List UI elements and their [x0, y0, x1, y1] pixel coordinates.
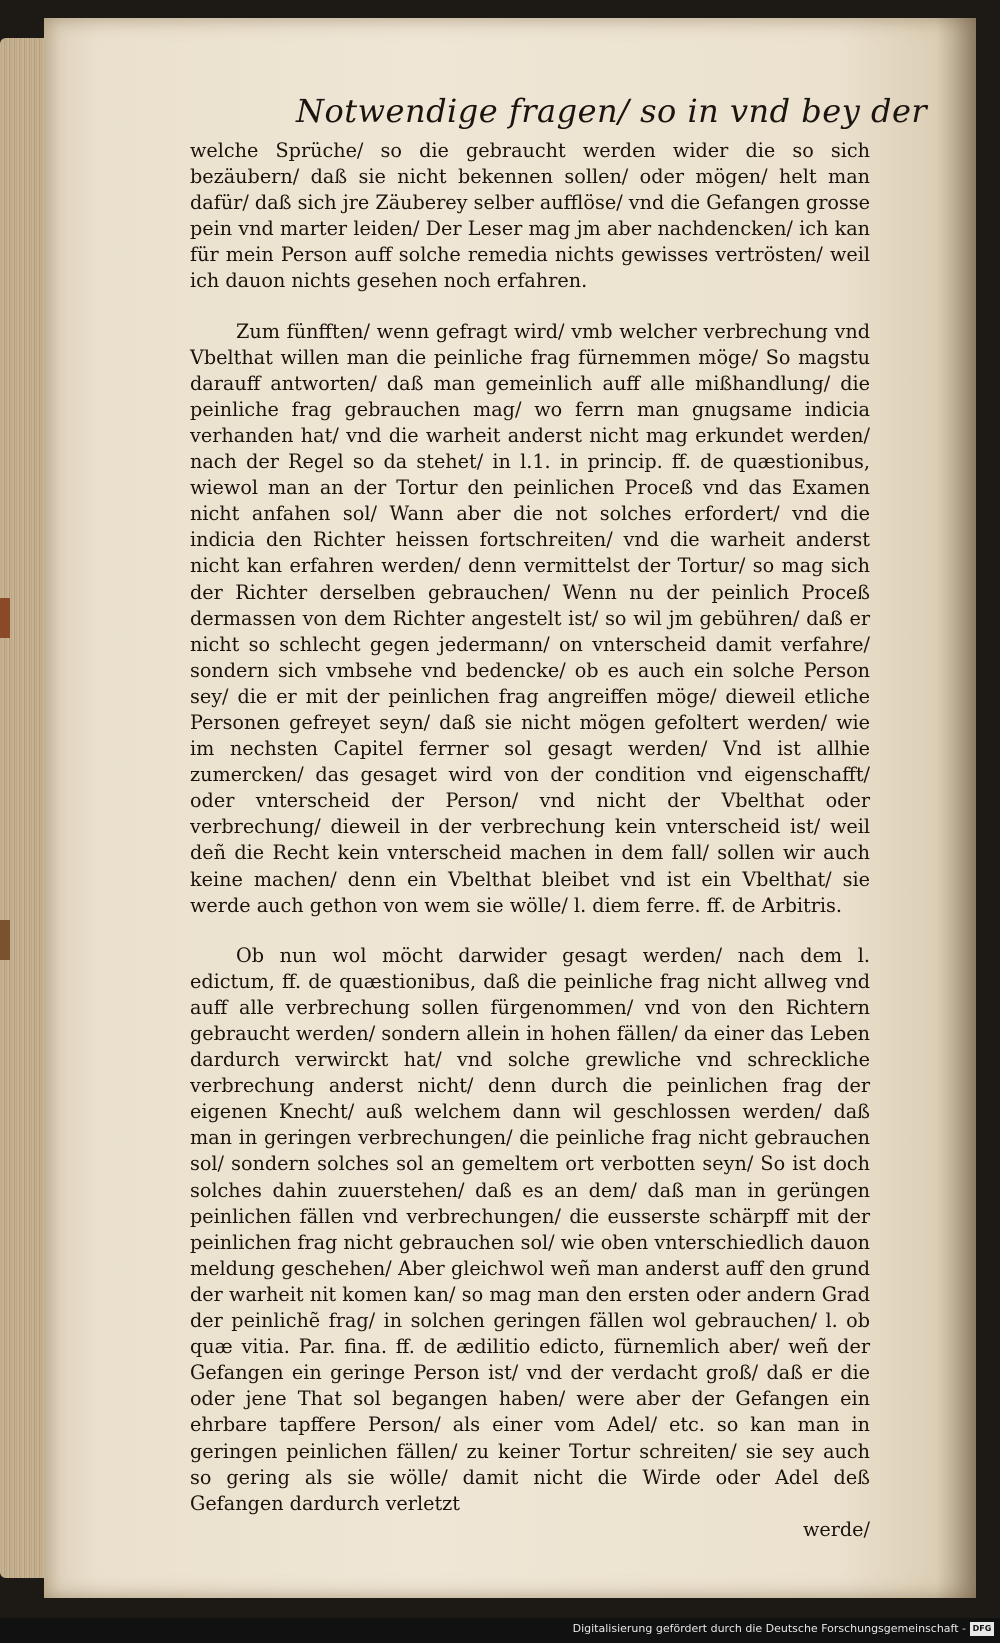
- dfg-logo: DFG: [970, 1622, 994, 1636]
- page-tab-marker: [0, 598, 10, 638]
- page-tab-marker: [0, 920, 10, 960]
- funding-credit: Digitalisierung gefördert durch die Deutsche Forschungsgemeinschaft -: [572, 1622, 966, 1635]
- paragraph: welche Sprüche/ so die gebraucht werden wider die so sich bezäubern/ daß sie nicht bekennen sollen/ oder mögen/ helt man dafür/ daß sich jre Zäuberey selber aufflöse/ vnd die Gefangen grosse pein vnd marter leiden/ Der Leser mag jm aber nachdencken/ ich kan für mein Person auff solche remedia nichts gewisses vertrösten/ weil ich dauon nichts gesehen noch erfahren.: [190, 139, 870, 293]
- gutter-shadow: [936, 18, 976, 1598]
- catchword: werde/: [802, 1517, 870, 1541]
- paragraph: Zum fünfften/ wenn gefragt wird/ vmb welcher verbrechung vnd Vbelthat willen man die peinliche frag fürnemmen möge/ So magstu darauff antworten/ daß man gemeinlich auff alle mißhandlung/ die peinliche frag gebrauchen mag/ wo ferrn man gnugsame indicia verhanden hat/ vnd die warheit anderst nicht mag erkundet werden/ nach der Regel so da stehet/ in l.1. in princip. ff. de quæstionibus, wiewol man an der Tortur den peinlichen Proceß vnd das Examen nicht anfahen sol/ Wann aber die not solches erfordert/ vnd die indicia den Richter heissen fortschreiten/ vnd die warheit anderst nicht kan erfahren werden/ denn vermittelst der Tortur/ so mag sich der Richter derselben gebrauchen/ Wenn nu der peinlich Proceß dermassen von dem Richter angestelt ist/ so wil jm gebühren/ daß er nicht so schlecht gegen jedermann/ on vnterscheid damit verfahre/ sondern sich vmbsehe vnd bedencke/ ob es auch ein solche Person sey/ die er mit der peinlichen frag angreiffen möge/ dieweil etliche Personen gefreyet seyn/ daß sie nicht mögen gefoltert werden/ wie im nechsten Capitel ferrner sol gesagt werden/ Vnd ist allhie zumercken/ das gesaget wird von der condition vnd eigenschafft/ oder vnterscheid der Person/ vnd nicht der Vbelthat oder verbrechung/ dieweil in der verbrechung kein vnterscheid ist/ weil deñ die Recht kein vnterscheid machen in dem fall/ sollen wir auch keine machen/ denn ein Vbelthat bleibet vnd ist ein Vbelthat/ sie werde auch gethon von wem sie wölle/ l. diem ferre. ff. de Arbitris.: [190, 319, 870, 917]
- running-header: Notwendige fragen/ so in vnd bey der: [296, 92, 928, 130]
- body-text: [190, 138, 870, 1543]
- paragraph: Ob nun wol möcht darwider gesagt werden/ nach dem l. edictum, ff. de quæstionibus, daß die peinliche frag nicht allweg vnd auff alle verbrechung sollen fürgenommen/ vnd von den Richtern gebraucht werden/ sondern allein in hohen fällen/ da einer das Leben dardurch verwirckt hat/ vnd solche grewliche vnd schreckliche verbrechung anderst nicht/ denn durch die peinlichen frag der eigenen Knecht/ auß welchem dann wil geschlossen werden/ daß man in geringen verbrechungen/ die peinliche frag nicht gebrauchen sol/ sondern solches sol an gemeltem ort verbotten seyn/ So ist doch solches dahin zuuerstehen/ daß es an dem/ daß man in gerüngen peinlichen fällen vnd verbrechungen/ die eusserste schärpff mit der peinlichen frag nicht gebrauchen sol/ wie oben vnterschiedlich dauon meldung geschehen/ Aber gleichwol weñ man anderst auff den grund der warheit nit komen kan/ so mag man den ersten oder andern Grad der peinlichẽ frag/ in solchen geringen fällen wol gebrauchen/ l. ob quæ vitia. Par. fina. ff. de ædilitio edicto, fürnemlich aber/ weñ der Gefangen ein geringe Person ist/ vnd der verdacht groß/ daß er die oder jene That sol begangen haben/ were aber der Gefangen ein ehrbare tapffere Person/ als einer vom Adel/ etc. so kan man in geringen peinlichen fällen/ zu keiner Tortur schreiten/ sie sey auch so gering als sie wölle/ damit nicht die Wirde oder Adel deß Gefangen dardurch verletzt: [190, 943, 871, 1515]
